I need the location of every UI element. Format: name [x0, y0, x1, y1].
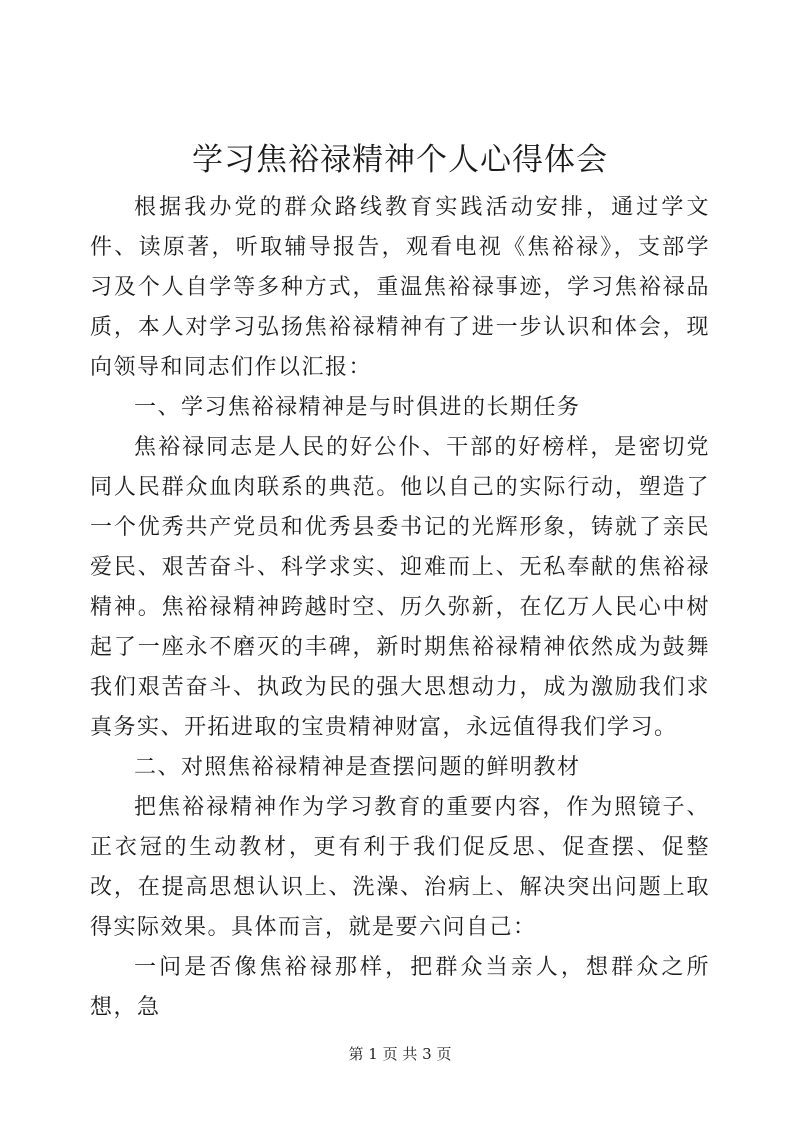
document-body — [90, 188, 710, 1028]
page-footer: 第 1 页 共 3 页 — [348, 1045, 452, 1063]
intro-paragraph: 根据我办党的群众路线教育实践活动安排，通过学文件、读原著，听取辅导报告，观看电视《焦裕禄》，支部学习及个人自学等多种方式，重温焦裕禄事迹，学习焦裕禄品质，本人对学习弘扬焦裕禄精神有了进一步认识和体会，现向领导和同志们作以汇报： — [90, 195, 710, 380]
page-title: 学习焦裕禄精神个人心得体会 — [192, 142, 608, 178]
question-1-paragraph: 一问是否像焦裕禄那样，把群众当亲人，想群众之所想，急 — [90, 955, 710, 1020]
section-1-paragraph: 焦裕禄同志是人民的好公仆、干部的好榜样，是密切党同人民群众血肉联系的典范。他以自己的实际行动，塑造了一个优秀共产党员和优秀县委书记的光辉形象，铸就了亲民爱民、艰苦奋斗、科学求实、迎难而上、无私奉献的焦裕禄精神。焦裕禄精神跨越时空、历久弥新，在亿万人民心中树起了一座永不磨灭的丰碑，新时期焦裕禄精神依然成为鼓舞我们艰苦奋斗、执政为民的强大思想动力，成为激励我们求真务实、开拓进取的宝贵精神财富，永远值得我们学习。 — [90, 435, 710, 740]
section-heading-1: 一、学习焦裕禄精神是与时俱进的长期任务 — [134, 395, 581, 420]
section-heading-2: 二、对照焦裕禄精神是查摆问题的鲜明教材 — [134, 755, 581, 780]
section-2-paragraph: 把焦裕禄精神作为学习教育的重要内容，作为照镜子、正衣冠的生动教材，更有利于我们促反思、促查摆、促整改，在提高思想认识上、洗澡、治病上、解决突出问题上取得实际效果。具体而言，就是要六问自己： — [90, 795, 710, 940]
